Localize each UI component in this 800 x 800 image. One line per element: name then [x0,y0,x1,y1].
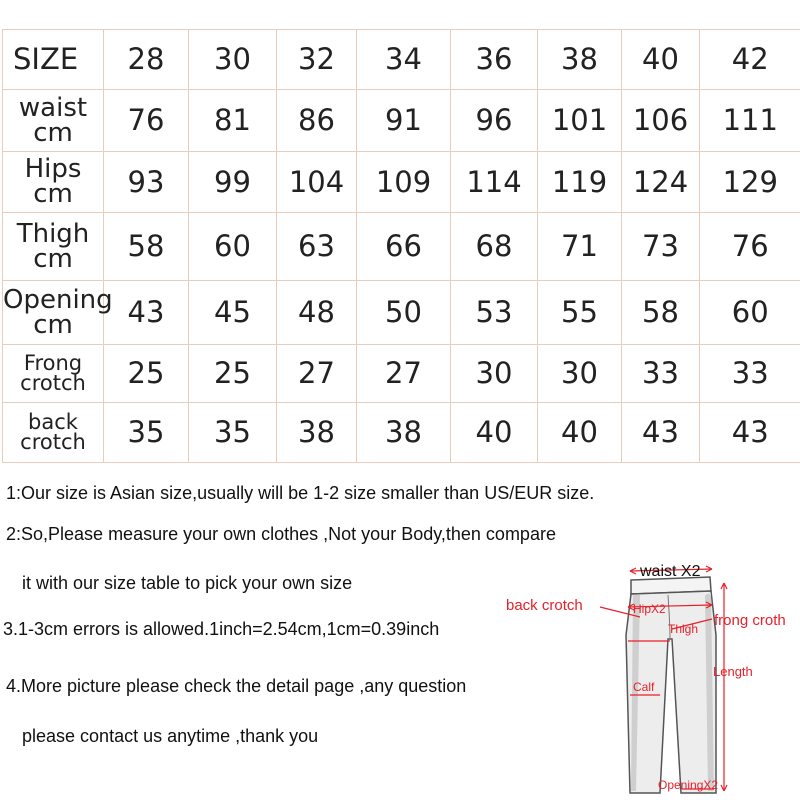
row-header: Hips cm [3,152,104,213]
pants-outline [500,555,800,800]
table-cell: 124 [622,152,700,213]
table-row [3,152,800,213]
table-cell: 48 [277,281,357,345]
table-cell: 101 [538,90,622,152]
table-cell: 71 [538,213,622,281]
table-row [3,345,800,403]
back-crotch-label: back crotch [506,597,583,614]
size-table [2,29,800,463]
table-cell: 36 [451,30,538,90]
table-cell: 30 [538,345,622,403]
row-header: back crotch [3,403,104,463]
table-cell: 25 [189,345,277,403]
table-cell: 76 [700,213,800,281]
table-cell: 104 [277,152,357,213]
table-cell: 50 [357,281,451,345]
table-cell: 129 [700,152,800,213]
calf-label: Calf [633,680,655,694]
table-row [3,90,800,152]
table-cell: 33 [622,345,700,403]
table-cell: 81 [189,90,277,152]
note-line-1: 1:Our size is Asian size,usually will be 1-2 size smaller than US/EUR size. [6,483,595,503]
table-cell: 106 [622,90,700,152]
note-line-3: it with our size table to pick your own size [22,573,353,593]
table-cell: 68 [451,213,538,281]
table-cell: 53 [451,281,538,345]
row-header: SIZE [3,30,104,90]
table-cell: 58 [104,213,189,281]
table-cell: 25 [104,345,189,403]
opening-label: OpeningX2 [658,778,719,792]
note-line-5: 4.More picture please check the detail page ,any question [6,676,467,696]
frong-crotch-label: frong croth [714,612,786,629]
table-cell: 40 [451,403,538,463]
table-cell: 30 [189,30,277,90]
table-cell: 58 [622,281,700,345]
waist-label: waist X2 [640,563,701,580]
table-cell: 63 [277,213,357,281]
table-cell: 28 [104,30,189,90]
note-line-6: please contact us anytime ,thank you [22,726,319,746]
hip-label: HipX2 [633,602,666,616]
table-row [3,30,800,90]
note-line-2: 2:So,Please measure your own clothes ,Not your Body,then compare [6,524,556,544]
table-cell: 55 [538,281,622,345]
length-label: Length [713,664,753,679]
note-line-4: 3.1-3cm errors is allowed.1inch=2.54cm,1cm=0.39inch [3,619,440,639]
table-cell: 45 [189,281,277,345]
table-cell: 111 [700,90,800,152]
table-cell: 60 [700,281,800,345]
thigh-label: Thigh [668,622,699,636]
table-row [3,213,800,281]
table-cell: 60 [189,213,277,281]
table-cell: 34 [357,30,451,90]
table-cell: 43 [622,403,700,463]
table-cell: 35 [189,403,277,463]
table-cell: 109 [357,152,451,213]
row-header: Thigh cm [3,213,104,281]
table-cell: 93 [104,152,189,213]
table-cell: 76 [104,90,189,152]
table-row [3,281,800,345]
table-cell: 91 [357,90,451,152]
table-cell: 114 [451,152,538,213]
table-cell: 40 [622,30,700,90]
table-cell: 86 [277,90,357,152]
table-cell: 30 [451,345,538,403]
table-cell: 119 [538,152,622,213]
row-header: Opening cm [3,281,104,345]
table-cell: 35 [104,403,189,463]
table-cell: 38 [277,403,357,463]
table-cell: 32 [277,30,357,90]
table-cell: 40 [538,403,622,463]
table-cell: 27 [277,345,357,403]
row-header: Frong crotch [3,345,104,403]
table-cell: 38 [538,30,622,90]
table-cell: 66 [357,213,451,281]
table-cell: 73 [622,213,700,281]
table-cell: 33 [700,345,800,403]
table-cell: 43 [700,403,800,463]
table-cell: 99 [189,152,277,213]
table-row [3,403,800,463]
pants-measurement-diagram [500,555,800,800]
table-cell: 27 [357,345,451,403]
table-cell: 43 [104,281,189,345]
table-cell: 96 [451,90,538,152]
table-cell: 38 [357,403,451,463]
table-cell: 42 [700,30,800,90]
row-header: waist cm [3,90,104,152]
